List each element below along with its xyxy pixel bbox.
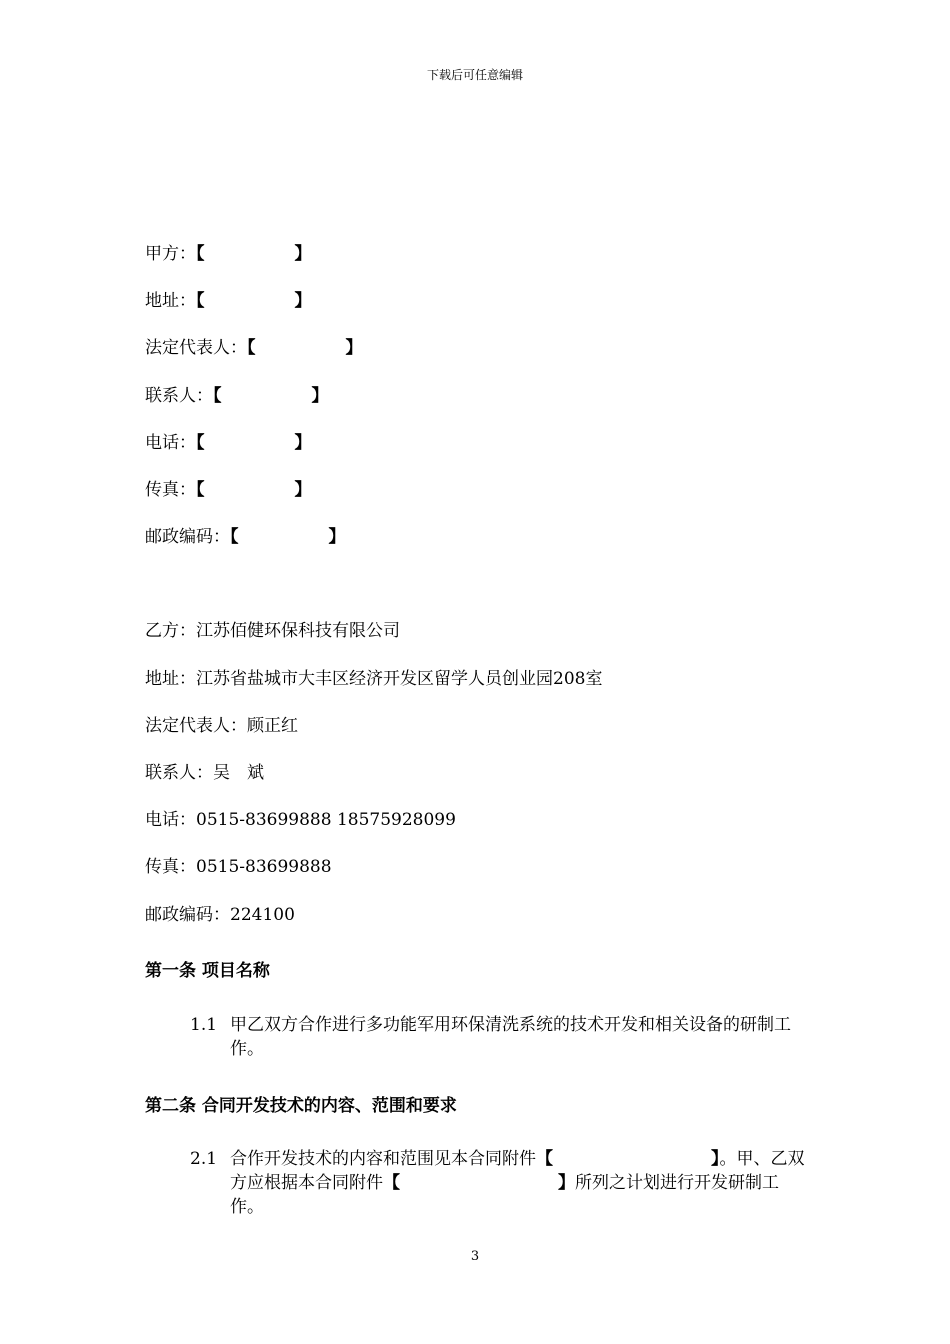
article-1-title: 第一条 项目名称 (145, 961, 270, 981)
bracket-open: 【 (230, 527, 239, 547)
bracket-open: 【 (196, 480, 205, 500)
clause-text-part2: 。甲、乙双方应根据本合同附件 (230, 1149, 805, 1193)
party-a-phone-label: 电话： (145, 433, 196, 453)
bracket-close: 】 (711, 1149, 720, 1169)
party-a-phone-line (145, 433, 312, 453)
party-a-fax-line (145, 480, 312, 500)
bracket-open: 【 (536, 1149, 553, 1169)
bracket-open: 【 (383, 1173, 400, 1193)
party-a-address-label: 地址： (145, 291, 196, 311)
party-a-postcode-label: 邮政编码： (145, 527, 230, 547)
clause-text-part1: 合作开发技术的内容和范围见本合同附件 (230, 1149, 536, 1169)
bracket-close: 】 (328, 527, 346, 547)
bracket-open: 【 (196, 244, 205, 264)
party-b-phone: 电话：0515-83699888 18575928099 (145, 810, 456, 830)
party-a-contact-label: 联系人： (145, 386, 213, 406)
clause-text: 甲乙双方合作进行多功能军用环保清洗系统的技术开发和相关设备的研制工作。 (230, 1015, 791, 1059)
bracket-open: 【 (213, 386, 222, 406)
party-a-legal-rep-line (145, 338, 363, 358)
clause-2-1 (190, 1147, 810, 1219)
party-a-postcode-line (145, 527, 346, 547)
clause-number: 1.1 (190, 1015, 218, 1035)
bracket-open: 【 (247, 338, 256, 358)
party-a-name-label: 甲方： (145, 244, 196, 264)
bracket-close: 】 (558, 1173, 575, 1193)
bracket-close: 】 (311, 386, 329, 406)
clause-text-part3: 所列之计划进行开发研制工作。 (230, 1173, 779, 1217)
party-a-legal-rep-label: 法定代表人： (145, 338, 247, 358)
page-number: 3 (470, 1249, 480, 1264)
party-b-postcode: 邮政编码：224100 (145, 905, 295, 925)
party-b-legal-rep: 法定代表人：顾正红 (145, 716, 298, 736)
bracket-close: 】 (294, 480, 312, 500)
party-a-address-line (145, 291, 312, 311)
clause-text (230, 1147, 810, 1219)
bracket-close: 】 (294, 244, 312, 264)
bracket-open: 【 (196, 433, 205, 453)
clause-number: 2.1 (190, 1149, 218, 1169)
party-b-address: 地址：江苏省盐城市大丰区经济开发区留学人员创业园208室 (145, 669, 603, 689)
bracket-close: 】 (294, 433, 312, 453)
clause-1-1 (190, 1013, 810, 1061)
party-b-fax: 传真：0515-83699888 (145, 857, 332, 877)
bracket-close: 】 (294, 291, 312, 311)
party-b-contact: 联系人：吴 斌 (145, 763, 264, 783)
page-header: 下载后可任意编辑 (426, 68, 523, 82)
party-a-contact-line (145, 386, 329, 406)
party-a-fax-label: 传真： (145, 480, 196, 500)
party-a-name-line (145, 244, 312, 264)
article-2-title: 第二条 合同开发技术的内容、范围和要求 (145, 1096, 457, 1116)
bracket-close: 】 (345, 338, 363, 358)
party-b-name: 乙方：江苏佰健环保科技有限公司 (145, 621, 400, 641)
bracket-open: 【 (196, 291, 205, 311)
